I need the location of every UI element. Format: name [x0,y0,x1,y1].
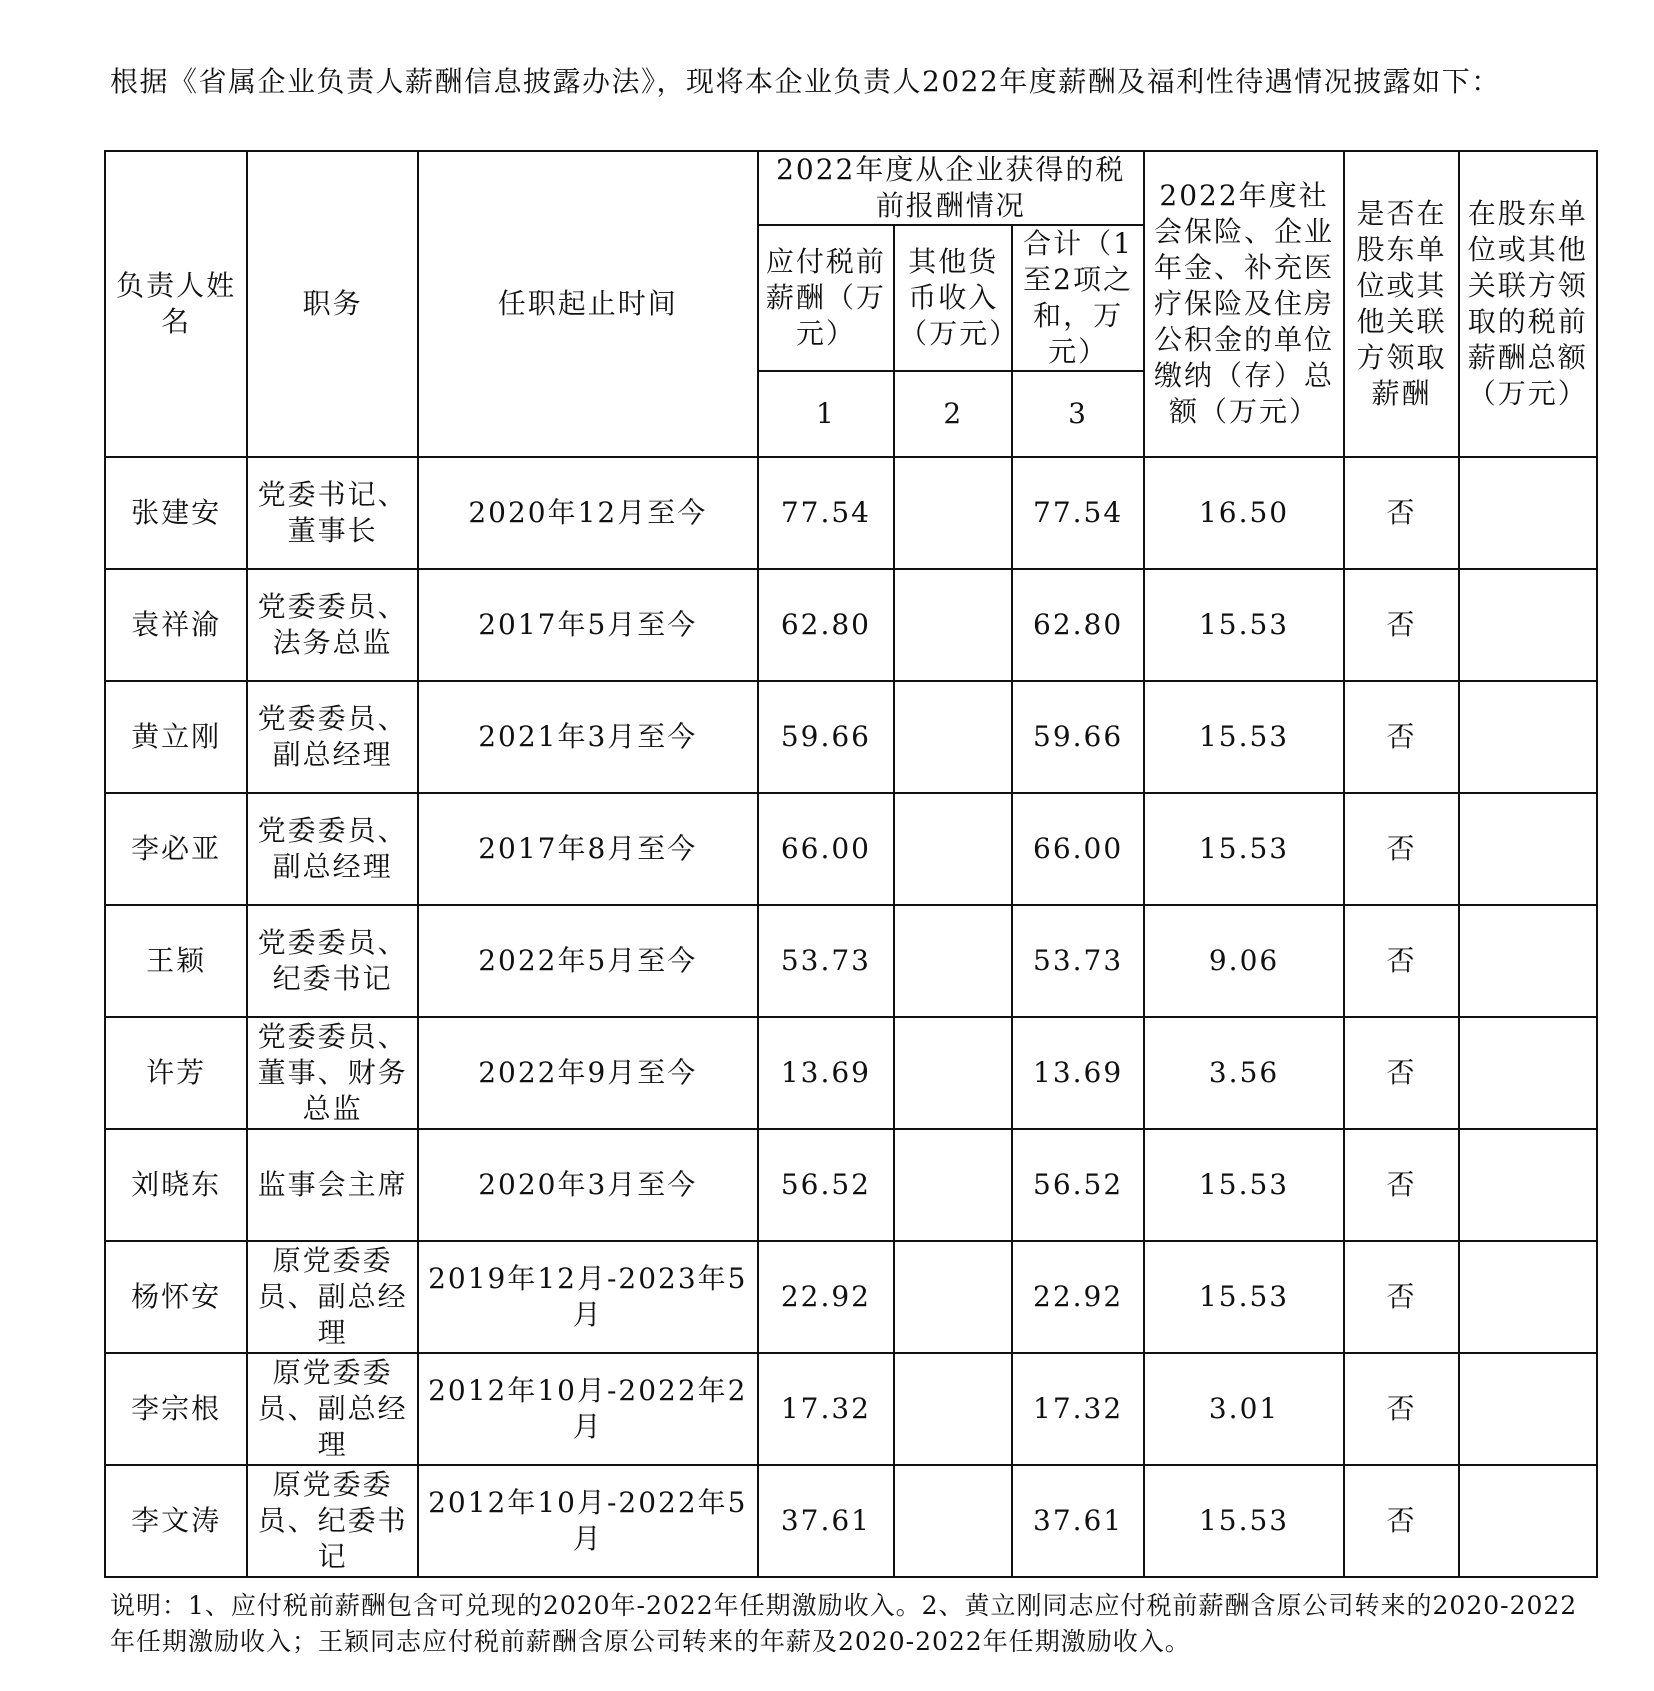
cell-social-insurance: 15.53 [1144,793,1345,905]
cell-social-insurance: 15.53 [1144,1465,1345,1577]
header-name: 负责人姓名 [105,151,247,457]
cell-social-insurance: 3.56 [1144,1017,1345,1129]
header-position: 职务 [247,151,417,457]
cell-name: 李宗根 [105,1353,247,1465]
cell-social-insurance: 15.53 [1144,681,1345,793]
cell-term: 2017年8月至今 [418,793,758,905]
cell-total: 17.32 [1012,1353,1143,1465]
table-row [105,793,1597,905]
cell-social-insurance: 15.53 [1144,1241,1345,1353]
cell-name: 李必亚 [105,793,247,905]
table-row [105,457,1597,569]
cell-term: 2012年10月-2022年2月 [418,1353,758,1465]
cell-other-income [894,1017,1012,1129]
cell-other-income [894,905,1012,1017]
cell-shareholder-pay [1459,1241,1597,1353]
cell-shareholder-flag: 否 [1344,569,1458,681]
cell-shareholder-flag: 否 [1344,457,1458,569]
cell-other-income [894,1465,1012,1577]
cell-term: 2012年10月-2022年5月 [418,1465,758,1577]
cell-salary: 22.92 [758,1241,894,1353]
footnote: 说明：1、应付税前薪酬包含可兑现的2020年-2022年任期激励收入。2、黄立刚同志应付税前薪酬含原公司转来的2020-2022年任期激励收入；王颖同志应付税前薪酬含原公司转来的年薪及2020-2022年任期激励收入。 [110,1591,1578,1656]
cell-position: 党委书记、董事长 [247,457,417,569]
table-row [105,905,1597,1017]
cell-total: 13.69 [1012,1017,1143,1129]
header-other-income: 其他货币收入（万元） [894,225,1012,371]
cell-shareholder-pay [1459,905,1597,1017]
cell-name: 杨怀安 [105,1241,247,1353]
cell-shareholder-pay [1459,1353,1597,1465]
cell-total: 37.61 [1012,1465,1143,1577]
header-salary: 应付税前薪酬（万元） [758,225,894,371]
cell-salary: 37.61 [758,1465,894,1577]
cell-social-insurance: 15.53 [1144,1129,1345,1241]
cell-term: 2022年5月至今 [418,905,758,1017]
cell-shareholder-flag: 否 [1344,681,1458,793]
cell-other-income [894,681,1012,793]
cell-shareholder-flag: 否 [1344,1241,1458,1353]
cell-total: 62.80 [1012,569,1143,681]
header-shareholder-flag: 是否在股东单位或其他关联方领取薪酬 [1344,151,1458,457]
table-row [105,1241,1597,1353]
cell-shareholder-flag: 否 [1344,1017,1458,1129]
cell-shareholder-pay [1459,569,1597,681]
header-social-insurance: 2022年度社会保险、企业年金、补充医疗保险及住房公积金的单位缴纳（存）总额（万元） [1144,151,1345,457]
cell-position: 党委委员、法务总监 [247,569,417,681]
cell-name: 王颖 [105,905,247,1017]
cell-other-income [894,457,1012,569]
cell-position: 原党委委员、纪委书记 [247,1465,417,1577]
cell-name: 袁祥渝 [105,569,247,681]
cell-term: 2019年12月-2023年5月 [418,1241,758,1353]
cell-total: 66.00 [1012,793,1143,905]
cell-salary: 59.66 [758,681,894,793]
header-row-1 [105,151,1597,225]
cell-position: 党委委员、副总经理 [247,681,417,793]
table-row [105,681,1597,793]
cell-total: 56.52 [1012,1129,1143,1241]
cell-position: 党委委员、董事、财务总监 [247,1017,417,1129]
cell-shareholder-flag: 否 [1344,1129,1458,1241]
cell-other-income [894,793,1012,905]
table-row [105,1353,1597,1465]
table-row [105,1465,1597,1577]
cell-shareholder-flag: 否 [1344,793,1458,905]
cell-shareholder-pay [1459,793,1597,905]
cell-name: 张建安 [105,457,247,569]
cell-total: 53.73 [1012,905,1143,1017]
cell-salary: 53.73 [758,905,894,1017]
cell-salary: 13.69 [758,1017,894,1129]
header-col-number-3: 3 [1012,371,1143,457]
cell-social-insurance: 16.50 [1144,457,1345,569]
cell-name: 李文涛 [105,1465,247,1577]
cell-term: 2022年9月至今 [418,1017,758,1129]
cell-social-insurance: 9.06 [1144,905,1345,1017]
cell-name: 许芳 [105,1017,247,1129]
cell-name: 刘晓东 [105,1129,247,1241]
cell-other-income [894,1129,1012,1241]
cell-position: 原党委委员、副总经理 [247,1241,417,1353]
header-col-number-1: 1 [758,371,894,457]
cell-term: 2021年3月至今 [418,681,758,793]
cell-position: 党委委员、副总经理 [247,793,417,905]
cell-total: 77.54 [1012,457,1143,569]
cell-total: 59.66 [1012,681,1143,793]
cell-position: 党委委员、纪委书记 [247,905,417,1017]
table-row [105,569,1597,681]
header-pretax-group: 2022年度从企业获得的税前报酬情况 [758,151,1144,225]
header-shareholder-pay: 在股东单位或其他关联方领取的税前薪酬总额（万元） [1459,151,1597,457]
cell-salary: 66.00 [758,793,894,905]
cell-term: 2020年3月至今 [418,1129,758,1241]
cell-other-income [894,569,1012,681]
cell-total: 22.92 [1012,1241,1143,1353]
cell-shareholder-pay [1459,681,1597,793]
cell-shareholder-pay [1459,1465,1597,1577]
cell-name: 黄立刚 [105,681,247,793]
cell-salary: 77.54 [758,457,894,569]
cell-shareholder-pay [1459,1017,1597,1129]
cell-term: 2017年5月至今 [418,569,758,681]
cell-salary: 17.32 [758,1353,894,1465]
header-total: 合计（1至2项之和，万元） [1012,225,1143,371]
table-row [105,1017,1597,1129]
cell-position: 监事会主席 [247,1129,417,1241]
table-body [105,457,1597,1577]
cell-term: 2020年12月至今 [418,457,758,569]
cell-other-income [894,1241,1012,1353]
cell-salary: 56.52 [758,1129,894,1241]
cell-social-insurance: 3.01 [1144,1353,1345,1465]
header-term: 任职起止时间 [418,151,758,457]
cell-shareholder-pay [1459,1129,1597,1241]
cell-shareholder-pay [1459,457,1597,569]
cell-salary: 62.80 [758,569,894,681]
compensation-table [104,150,1598,1578]
intro-paragraph: 根据《省属企业负责人薪酬信息披露办法》，现将本企业负责人2022年度薪酬及福利性待遇情况披露如下： [110,65,1501,98]
cell-other-income [894,1353,1012,1465]
table-row [105,1129,1597,1241]
cell-position: 原党委委员、副总经理 [247,1353,417,1465]
cell-social-insurance: 15.53 [1144,569,1345,681]
header-col-number-2: 2 [894,371,1012,457]
cell-shareholder-flag: 否 [1344,1465,1458,1577]
cell-shareholder-flag: 否 [1344,1353,1458,1465]
cell-shareholder-flag: 否 [1344,905,1458,1017]
